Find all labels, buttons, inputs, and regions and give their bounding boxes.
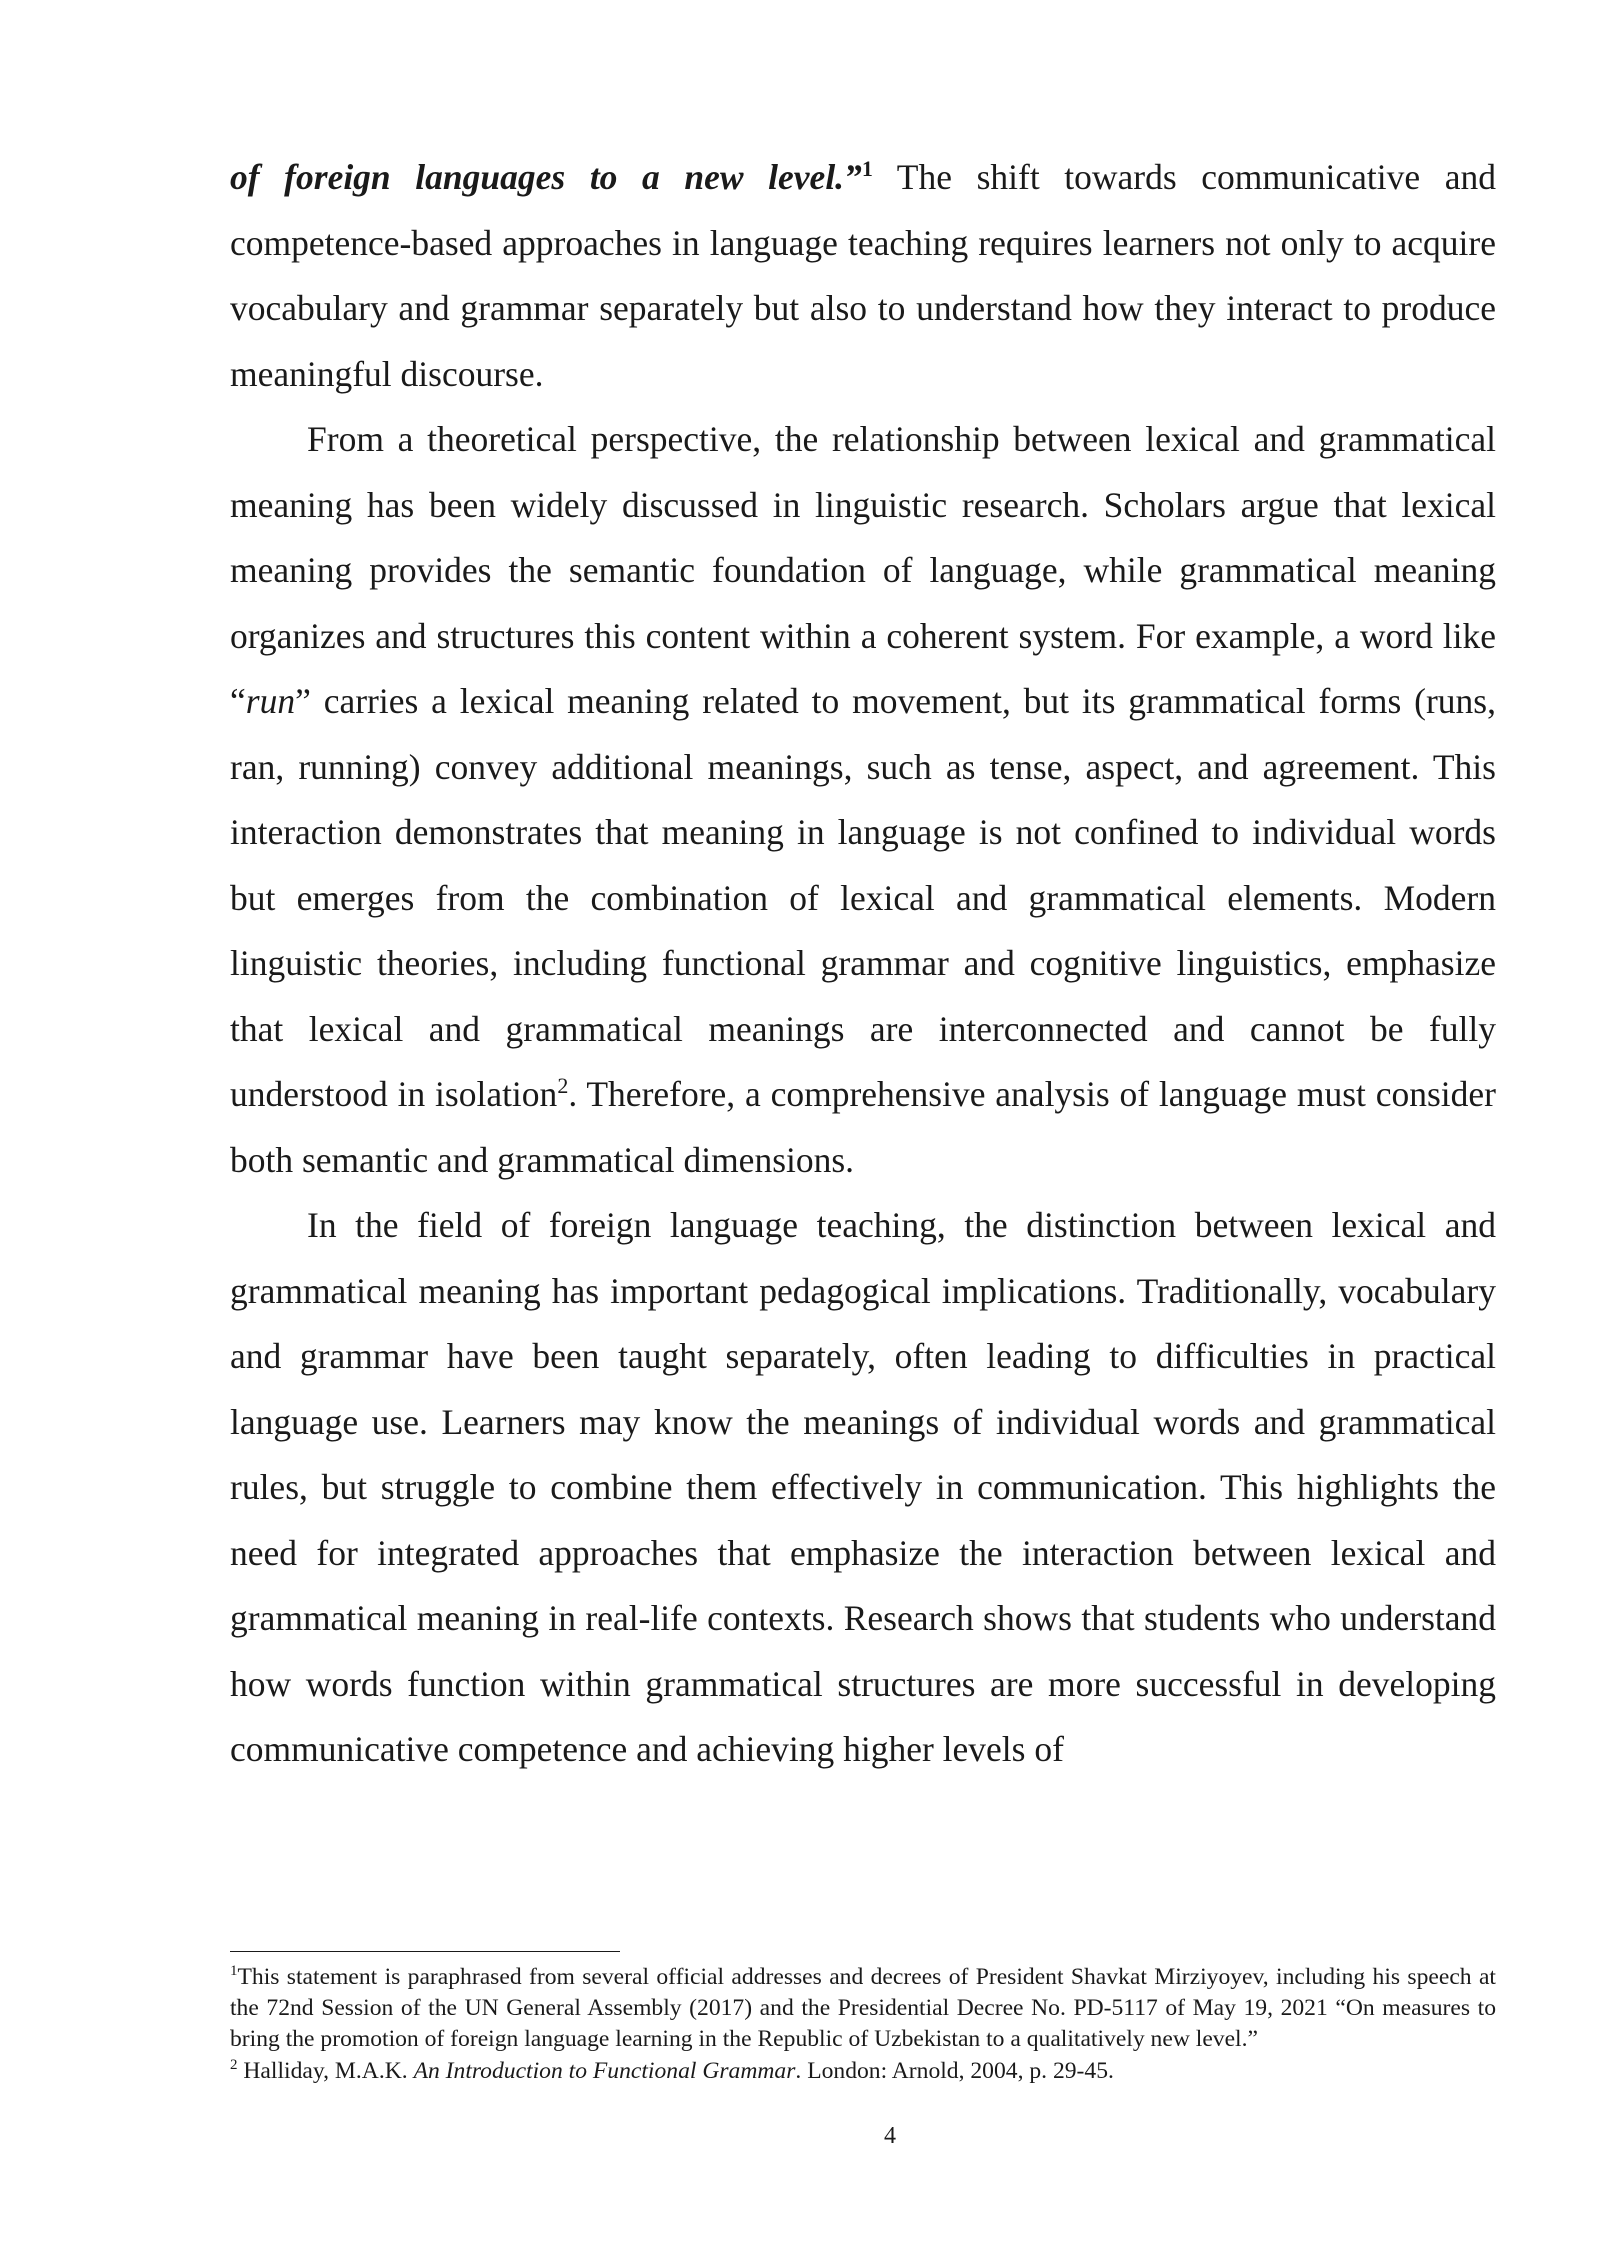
footnote-marker: 2 (230, 2056, 238, 2073)
page-number: 4 (884, 2123, 896, 2149)
paragraph-text: ” carries a lexical meaning related to movement, but its grammatical forms (runs, ran, running) convey additional meanings, such as tense, aspect, and agreement. This interaction demonstrates that meaning in language is not confined to individual words but emerges from the combination of lexical and grammatical elements. Modern linguistic theories, including functional grammar and cognitive linguistics, emphasize that lexical and grammatical meanings are interconnected and cannot be fully understood in isolation (230, 681, 1496, 1114)
footnote-text: Halliday, M.A.K. (237, 2057, 414, 2084)
footnote-text: This statement is paraphrased from several official addresses and decrees of President Shavkat Mirziyoyev, including his speech at the 72nd Session of the UN General Assembly (2017) and the Presidential Decree No. PD-5117 of May 19, 2021 “On measures to bring the promotion of foreign language learning in the Republic of Uzbekistan to a qualitatively new level.” (230, 1964, 1496, 2053)
footnotes (230, 1962, 1496, 2087)
footnote-reference[interactable]: 2 (557, 1073, 569, 1099)
italic-term: run (245, 681, 296, 721)
footnote-1 (230, 1962, 1496, 2056)
quote-ending: of foreign languages to a new level.” (230, 157, 862, 197)
book-title: An Introduction to Functional Grammar (413, 2057, 796, 2084)
body-text (230, 145, 1496, 1783)
paragraph-text: From a theoretical perspective, the relationship between lexical and grammatical meaning has been widely discussed in linguistic research. Scholars argue that lexical meaning provides the semantic foundation of language, while grammatical meaning organizes and structures this content within a coherent system. For example, a word like “ (230, 419, 1496, 721)
footnote-2 (230, 2056, 1496, 2087)
paragraph (230, 145, 1496, 407)
paragraph-text: . Therefore, a comprehensive analysis of language must consider both semantic and grammatical dimensions. (230, 1074, 1496, 1180)
footnote-marker: 1 (230, 1963, 238, 1980)
paragraph-text: In the field of foreign language teaching, the distinction between lexical and grammatical meaning has important pedagogical implications. Traditionally, vocabulary and grammar have been taught separately, often leading to difficulties in practical language use. Learners may know the meanings of individual words and grammatical rules, but struggle to combine them effectively in communication. This highlights the need for integrated approaches that emphasize the interaction between lexical and grammatical meaning in real-life contexts. Research shows that students who understand how words function within grammatical structures are more successful in developing communicative competence and achieving higher levels of (230, 1205, 1496, 1769)
footnote-reference[interactable]: 1 (861, 156, 873, 182)
paragraph (230, 407, 1496, 1193)
footnote-text: . London: Arnold, 2004, p. 29-45. (795, 2057, 1114, 2084)
footnote-separator (230, 1951, 620, 1952)
paragraph (230, 1193, 1496, 1783)
paragraph-text: The shift towards communicative and competence-based approaches in language teaching requires learners not only to acquire vocabulary and grammar separately but also to understand how they interact to produce meaningful discourse. (230, 157, 1497, 394)
